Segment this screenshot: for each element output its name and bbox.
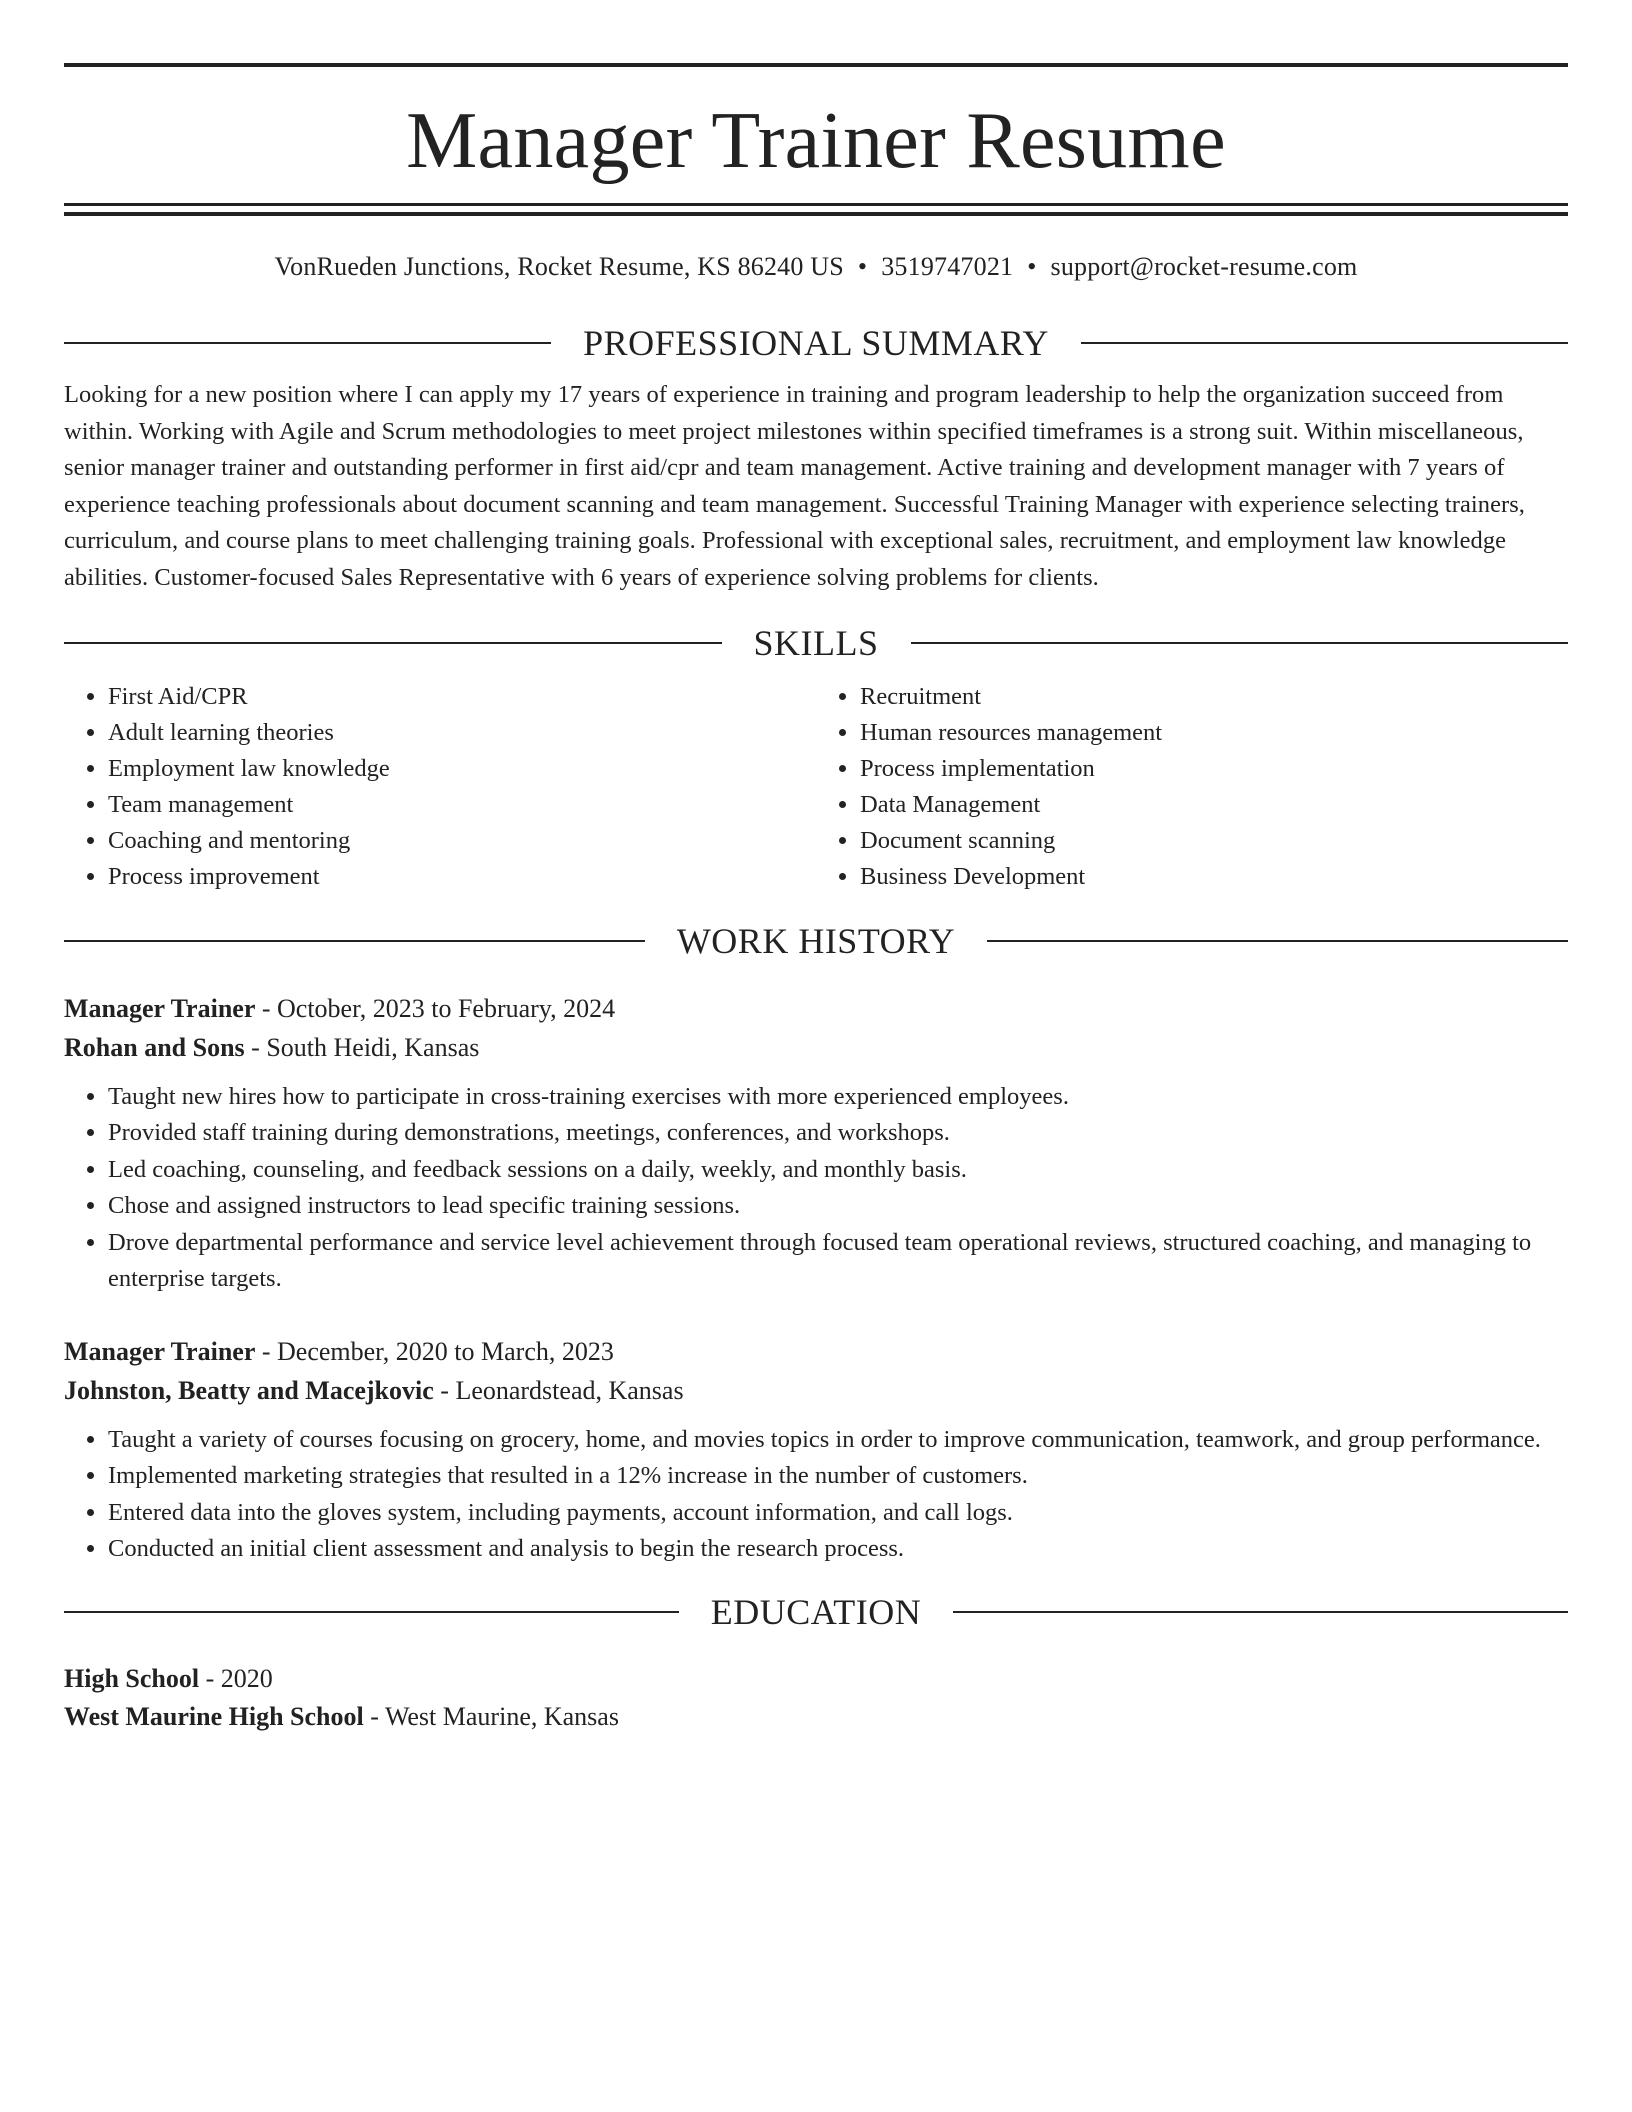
heading-rule bbox=[911, 642, 1569, 644]
title-double-rule bbox=[64, 203, 1568, 216]
job-bullet: • Taught new hires how to participate in cross-training exercises with more experienced employees. bbox=[108, 1079, 1568, 1116]
job-bullet: • Led coaching, counseling, and feedback sessions on a daily, weekly, and monthly basis. bbox=[108, 1152, 1568, 1189]
education-entry bbox=[64, 1660, 1568, 1736]
contact-separator: • bbox=[1027, 252, 1037, 281]
skill-item: • Adult learning theories bbox=[108, 715, 816, 751]
education-degree-line bbox=[64, 1660, 1568, 1698]
skill-item: • Document scanning bbox=[860, 823, 1568, 859]
job-title: Manager Trainer bbox=[64, 1336, 256, 1366]
heading-rule bbox=[987, 940, 1568, 942]
job-location: - Leonardstead, Kansas bbox=[433, 1375, 684, 1405]
job-bullet: • Entered data into the gloves system, including payments, account information, and call logs. bbox=[108, 1495, 1568, 1532]
contact-line bbox=[64, 251, 1568, 283]
skill-item: • Recruitment bbox=[860, 679, 1568, 715]
contact-phone: 3519747021 bbox=[881, 252, 1014, 281]
section-heading-education bbox=[64, 1590, 1568, 1634]
job-entry bbox=[64, 989, 1568, 1298]
heading-rule bbox=[64, 1611, 679, 1613]
skill-item: • Team management bbox=[108, 787, 816, 823]
skills-column-right bbox=[816, 679, 1568, 895]
skill-item: • Employment law knowledge bbox=[108, 751, 816, 787]
summary-heading: PROFESSIONAL SUMMARY bbox=[583, 323, 1049, 363]
job-bullets bbox=[64, 1422, 1568, 1568]
section-heading-summary bbox=[64, 321, 1568, 365]
resume-title: Manager Trainer Resume bbox=[406, 97, 1226, 185]
skill-item: • Process improvement bbox=[108, 859, 816, 895]
contact-separator: • bbox=[857, 252, 868, 281]
skills-list bbox=[64, 679, 1568, 895]
section-heading-work bbox=[64, 919, 1568, 963]
skills-heading: SKILLS bbox=[753, 622, 879, 663]
heading-rule bbox=[953, 1611, 1568, 1613]
job-bullet: • Taught a variety of courses focusing on grocery, home, and movies topics in order to improve communication, teamwork, and group performance. bbox=[108, 1422, 1568, 1459]
job-title-line bbox=[64, 1332, 1568, 1371]
job-bullets bbox=[64, 1079, 1568, 1298]
education-year: - 2020 bbox=[199, 1663, 273, 1693]
job-company: Johnston, Beatty and Macejkovic bbox=[64, 1375, 434, 1405]
job-bullet: • Conducted an initial client assessment and analysis to begin the research process. bbox=[108, 1531, 1568, 1568]
work-heading: WORK HISTORY bbox=[676, 920, 956, 961]
top-rule bbox=[64, 63, 1568, 67]
education-location: - West Maurine, Kansas bbox=[363, 1701, 619, 1731]
job-bullet: • Drove departmental performance and service level achievement through focused team operational reviews, structured coaching, and managing to enterprise targets. bbox=[108, 1225, 1568, 1298]
contact-address: VonRueden Junctions, Rocket Resume, KS 86240 US bbox=[274, 252, 844, 281]
summary-text: Looking for a new position where I can apply my 17 years of experience in training and program leadership to help the organization succeed from within. Working with Agile and Scrum methodologies to meet project milestones within specified timeframes is a strong suit. Within miscellaneous, senior manager trainer and outstanding performer in first aid/cpr and team management. Active training and development manager with 7 years of experience teaching professionals about document scanning and team management. Successful Training Manager with experience selecting trainers, curriculum, and course plans to meet challenging training goals. Professional with exceptional sales, recruitment, and employment law knowledge abilities. Customer-focused Sales Representative with 6 years of experience solving problems for clients. bbox=[64, 381, 1525, 591]
heading-rule bbox=[1081, 342, 1568, 344]
job-title: Manager Trainer bbox=[64, 993, 256, 1023]
job-dates: - December, 2020 to March, 2023 bbox=[255, 1336, 614, 1366]
job-location: - South Heidi, Kansas bbox=[244, 1032, 480, 1062]
skill-item: • Business Development bbox=[860, 859, 1568, 895]
heading-rule bbox=[64, 642, 722, 644]
job-bullet: • Chose and assigned instructors to lead specific training sessions. bbox=[108, 1188, 1568, 1225]
section-heading-skills bbox=[64, 621, 1568, 665]
job-title-line bbox=[64, 989, 1568, 1028]
education-school-line bbox=[64, 1698, 1568, 1736]
skill-item: • First Aid/CPR bbox=[108, 679, 816, 715]
education-degree: High School bbox=[64, 1663, 200, 1693]
job-bullet: • Implemented marketing strategies that resulted in a 12% increase in the number of customers. bbox=[108, 1458, 1568, 1495]
job-bullet: • Provided staff training during demonstrations, meetings, conferences, and workshops. bbox=[108, 1115, 1568, 1152]
heading-rule bbox=[64, 342, 551, 344]
education-school: West Maurine High School bbox=[64, 1701, 364, 1731]
skills-column-left bbox=[64, 679, 816, 895]
job-company-line bbox=[64, 1028, 1568, 1067]
job-dates: - October, 2023 to February, 2024 bbox=[255, 993, 616, 1023]
skill-item: • Human resources management bbox=[860, 715, 1568, 751]
job-company-line bbox=[64, 1371, 1568, 1410]
education-heading: EDUCATION bbox=[710, 1591, 922, 1632]
job-entry bbox=[64, 1332, 1568, 1568]
heading-rule bbox=[64, 940, 645, 942]
job-company: Rohan and Sons bbox=[64, 1032, 245, 1062]
contact-email: support@rocket-resume.com bbox=[1050, 252, 1358, 281]
skill-item: • Process implementation bbox=[860, 751, 1568, 787]
skill-item: • Data Management bbox=[860, 787, 1568, 823]
skill-item: • Coaching and mentoring bbox=[108, 823, 816, 859]
